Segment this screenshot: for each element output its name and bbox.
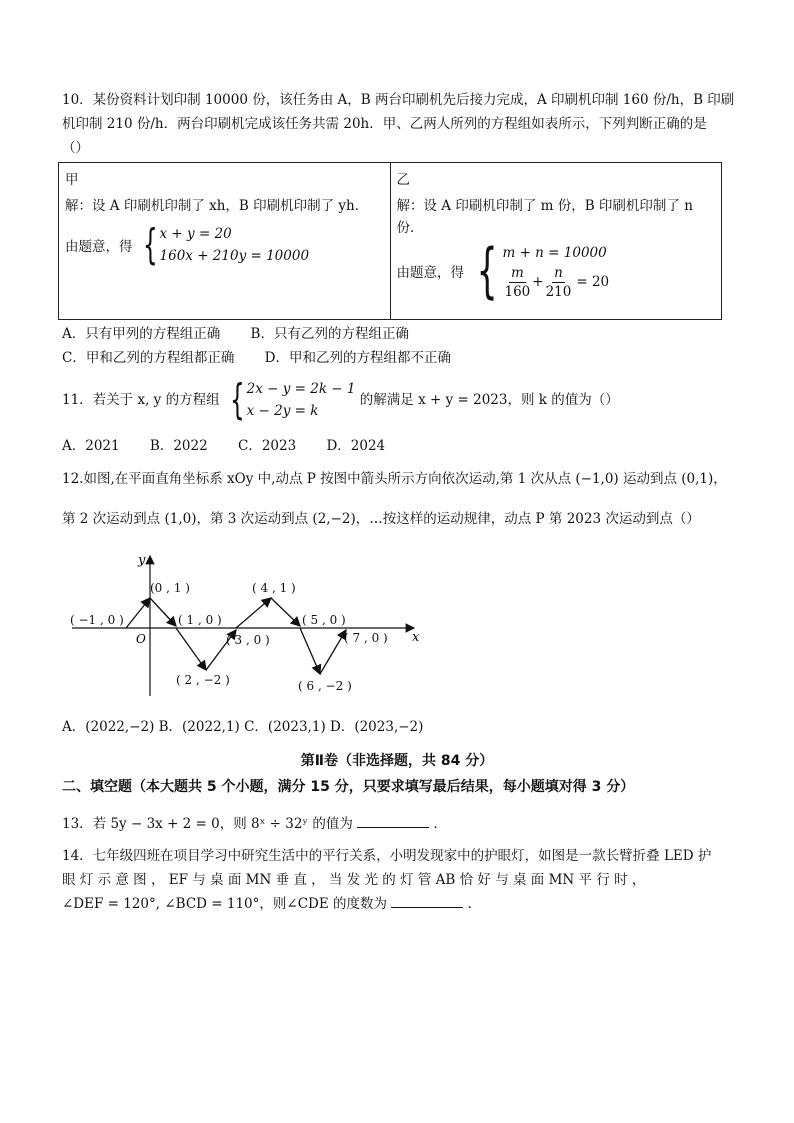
move-5 [236, 598, 271, 628]
q10-line2: 机印制 210 份/h．两台印刷机完成该任务共需 20h．甲、乙两人所列的方程组如表所示，下列判断正确的是 [62, 116, 707, 132]
jia-eq2: 160x + 210y = 10000 [159, 248, 310, 264]
q11-options [62, 435, 411, 457]
brace-icon: { [142, 220, 158, 269]
q13-post: ． [433, 816, 448, 832]
question-12 [62, 467, 738, 531]
point-label: ( 2 , −2 ) [176, 673, 230, 687]
point-label: ( 1 , 0 ) [178, 613, 222, 627]
yi-system [396, 236, 716, 306]
brace-icon: { [476, 236, 498, 306]
part2-title: 第Ⅱ卷（非选择题，共 84 分） [300, 753, 494, 769]
q11-option-a[interactable]: A．2021 [62, 438, 120, 454]
point-label: ( 4 , 1 ) [252, 581, 296, 595]
move-7 [300, 628, 320, 674]
question-10 [62, 88, 738, 160]
y-axis-label: y [138, 553, 146, 568]
q10-options-row1 [62, 323, 435, 345]
q14-answer-blank[interactable] [391, 893, 463, 908]
question-11 [62, 375, 738, 424]
q13-pre: 13．若 5y − 3x + 2 = 0，则 8ˣ ÷ 32ʸ 的值为 [62, 816, 353, 832]
yi-solve2: 份． [396, 220, 424, 236]
q11-eq2: x − 2y = k [246, 403, 319, 419]
jia-system [65, 220, 384, 269]
x-axis-label: x [412, 630, 420, 645]
yi-eq1: m + n = 10000 [502, 244, 607, 261]
q10-option-a[interactable]: A．只有甲列的方程组正确 [62, 326, 221, 342]
move-8 [320, 630, 346, 674]
q10-options-row2 [62, 347, 477, 369]
yi-prefix: 由题意，得 [396, 265, 464, 281]
q12-line1: 12.如图,在平面直角坐标系 xOy 中,动点 P 按图中箭头所示方向依次运动,第 1 次从点 (−1,0) 运动到点 (0,1)， [62, 471, 727, 487]
move-6 [271, 598, 300, 626]
question-14: 14．七年级四班在项目学习中研究生活中的平行关系，小明发现家中的护眼灯，如图是一款长臂折叠 LED 护 眼 灯 示 意 图 ， EF 与 桌 面 MN 垂 直 ， 当 发 光 的 灯 管 AB 恰 好 与 桌 面 MN 平 行 时 ， ∠DEF = 120°, ∠BCD = 110°，则∠CDE 的度数为 ． [62, 844, 738, 916]
q11-option-b[interactable]: B．2022 [149, 438, 208, 454]
point-label: (0 , 1 ) [150, 581, 190, 595]
coordinate-diagram [66, 548, 426, 698]
yi-head: 乙 [396, 172, 410, 188]
q14-line1: 14．七年级四班在项目学习中研究生活中的平行关系，小明发现家中的护眼灯，如图是一款长臂折叠 LED 护 [62, 848, 712, 864]
q10-option-d[interactable]: D．甲和乙列的方程组都不正确 [264, 350, 451, 366]
move-2 [150, 598, 176, 626]
origin-label: O [136, 632, 146, 646]
section-title: 二、填空题（本大题共 5 个小题，满分 15 分，只要求填写最后结果，每小题填对得 3 分） [62, 779, 635, 795]
q10-option-c[interactable]: C．甲和乙列的方程组都正确 [62, 350, 235, 366]
q11-post: 的解满足 x + y = 2023，则 k 的值为（） [359, 392, 619, 408]
q12-line2: 第 2 次运动到点 (1,0)，第 3 次运动到点 (2,−2)，…按这样的运动规律，动点 P 第 2023 次运动到点（） [62, 511, 700, 527]
yi-solve1: 解：设 A 印刷机印制了 m 份，B 印刷机印制了 n [396, 198, 693, 214]
point-label: ( −1 , 0 ) [70, 613, 124, 627]
point-label: ( 3 , 0 ) [226, 633, 270, 647]
q11-eq1: 2x − y = 2k − 1 [246, 381, 356, 397]
jia-cell [59, 163, 391, 320]
point-label: ( 7 , 0 ) [344, 631, 388, 645]
brace-icon: { [229, 375, 245, 424]
point-label: ( 5 , 0 ) [302, 613, 346, 627]
jia-eq1: x + y = 20 [159, 226, 232, 242]
move-1 [126, 598, 150, 628]
q14-line2: 眼 灯 示 意 图 ， EF 与 桌 面 MN 垂 直 ， 当 发 光 的 灯 管 AB 恰 好 与 桌 面 MN 平 行 时 ， [62, 872, 646, 888]
point-label: ( 6 , −2 ) [298, 679, 352, 693]
q10-line1: 10．某份资料计划印制 10000 份，该任务由 A，B 两台印刷机先后接力完成，A 印刷机印制 160 份/h，B 印刷 [62, 92, 735, 108]
q11-pre: 11．若关于 x, y 的方程组 [62, 392, 220, 408]
q10-table [58, 162, 722, 320]
question-13 [62, 812, 738, 836]
yi-cell [390, 163, 722, 320]
jia-solve: 解：设 A 印刷机印制了 xh，B 印刷机印制了 yh． [65, 198, 369, 214]
q14-line3: ∠DEF = 120°, ∠BCD = 110°，则∠CDE 的度数为 [62, 896, 388, 912]
q11-option-c[interactable]: C．2023 [237, 438, 297, 454]
q13-answer-blank[interactable] [357, 813, 429, 828]
q12-options[interactable]: A．(2022,−2) B．(2022,1) C．(2023,1) D．(2023,−2) [62, 719, 424, 735]
q10-line3: （） [62, 140, 89, 156]
yi-eq2: $\frac{m}{160}$ + $\frac{n}{210}$ = 20 [504, 264, 610, 300]
jia-prefix: 由题意，得 [65, 239, 133, 255]
q11-option-d[interactable]: D．2024 [326, 438, 386, 454]
move-3 [176, 628, 206, 670]
q10-option-b[interactable]: B．只有乙列的方程组正确 [250, 326, 409, 342]
jia-head: 甲 [65, 172, 79, 188]
